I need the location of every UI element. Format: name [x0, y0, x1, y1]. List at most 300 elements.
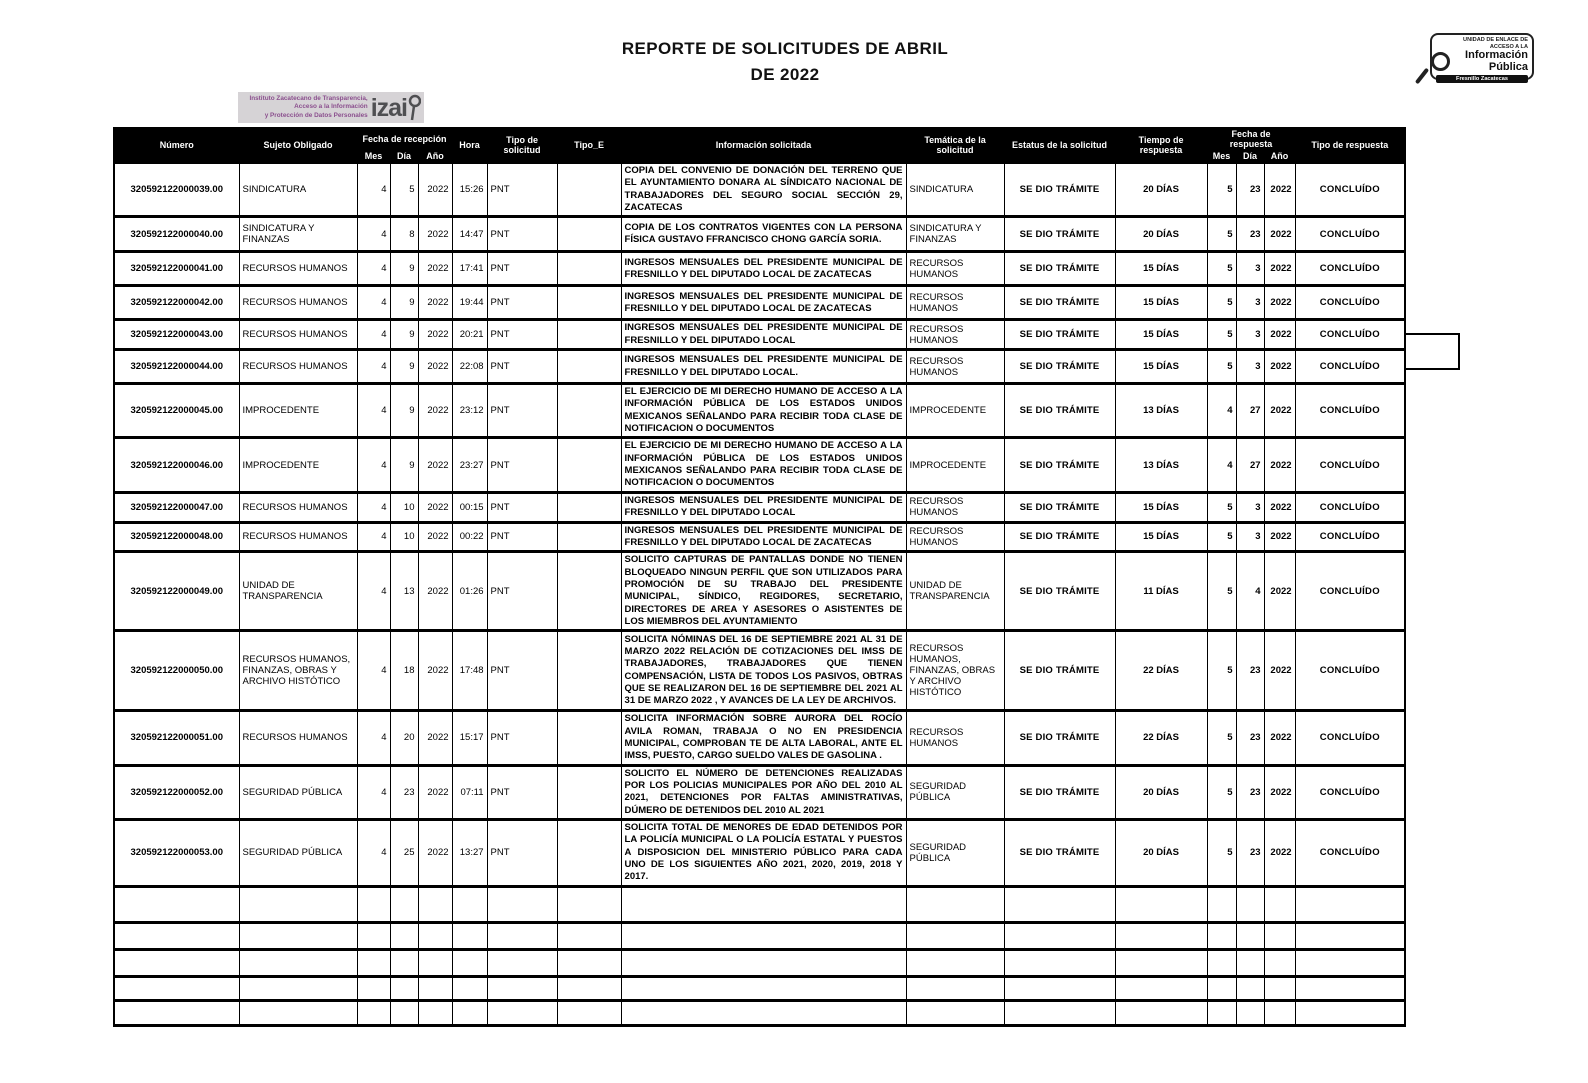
col-header-tipo-e: Tipo_E — [557, 128, 621, 163]
cell-tipo_respuesta: CONCLUÍDO — [1295, 286, 1405, 320]
cell-anio: 2022 — [418, 492, 452, 522]
cell-tipo_e — [557, 1000, 621, 1025]
cell-tipo_respuesta — [1295, 1000, 1405, 1025]
cell-sujeto: RECURSOS HUMANOS — [239, 252, 357, 286]
cell-r_mes: 5 — [1207, 492, 1236, 522]
cell-numero — [114, 976, 239, 1000]
col-header-hora: Hora — [452, 128, 487, 163]
cell-hora: 01:26 — [452, 552, 487, 631]
cell-tipo_respuesta: CONCLUÍDO — [1295, 522, 1405, 552]
cell-mes — [357, 886, 390, 922]
cell-tiempo — [1115, 886, 1207, 922]
cell-hora — [452, 886, 487, 922]
cell-dia: 18 — [390, 631, 418, 711]
cell-tiempo: 15 DÍAS — [1115, 252, 1207, 286]
cell-estatus: SE DIO TRÁMITE — [1004, 163, 1115, 217]
cell-numero: 320592122000051.00 — [114, 711, 239, 765]
cell-tematica — [906, 886, 1004, 922]
table-row — [114, 492, 1405, 522]
cell-r_anio: 2022 — [1264, 552, 1295, 631]
cell-r_mes: 5 — [1207, 552, 1236, 631]
cell-sujeto — [239, 949, 357, 976]
cell-r_dia: 23 — [1236, 217, 1264, 252]
cell-r_mes: 5 — [1207, 711, 1236, 765]
cell-sujeto: RECURSOS HUMANOS — [239, 711, 357, 765]
cell-r_dia — [1236, 1000, 1264, 1025]
cell-r_anio: 2022 — [1264, 320, 1295, 350]
cell-numero: 320592122000053.00 — [114, 820, 239, 887]
cell-estatus: SE DIO TRÁMITE — [1004, 631, 1115, 711]
cell-estatus: SE DIO TRÁMITE — [1004, 438, 1115, 492]
cell-tipo_solicitud: PNT — [487, 163, 557, 217]
cell-tematica: RECURSOS HUMANOS — [906, 252, 1004, 286]
cell-estatus: SE DIO TRÁMITE — [1004, 765, 1115, 819]
cell-mes: 4 — [357, 765, 390, 819]
cell-tematica: IMPROCEDENTE — [906, 438, 1004, 492]
izai-brand-text: izai — [370, 93, 407, 122]
cell-informacion: SOLICITO CAPTURAS DE PANTALLAS DONDE NO TIENEN BLOQUEADO NINGUN PERFIL QUE SON UTILIZADOS PARA PROMOCIÓN DE SU TRABAJO DEL PRESIDENTE MUNICIPAL, SÍNDICO, REGIDORES, SECRETARIO, DIRECTORES DE AREA Y ASESORES O ASISTENTES DE LOS MIEMBROS DEL AYUNTAMIENTO — [621, 552, 906, 631]
cell-numero: 320592122000042.00 — [114, 286, 239, 320]
cell-sujeto — [239, 1000, 357, 1025]
cell-tipo_e — [557, 976, 621, 1000]
cell-estatus — [1004, 1000, 1115, 1025]
cell-numero: 320592122000047.00 — [114, 492, 239, 522]
cell-mes: 4 — [357, 438, 390, 492]
col-header-fecha-recepcion: Fecha de recepción — [357, 128, 452, 150]
cell-tipo_solicitud — [487, 886, 557, 922]
cell-tematica — [906, 922, 1004, 949]
cell-tematica: RECURSOS HUMANOS — [906, 711, 1004, 765]
cell-r_mes: 4 — [1207, 438, 1236, 492]
izai-org-text — [249, 95, 367, 120]
cell-r_mes: 5 — [1207, 252, 1236, 286]
cell-anio: 2022 — [418, 765, 452, 819]
cell-r_dia: 23 — [1236, 631, 1264, 711]
cell-hora: 17:41 — [452, 252, 487, 286]
cell-tipo_solicitud — [487, 1000, 557, 1025]
cell-tematica: RECURSOS HUMANOS — [906, 286, 1004, 320]
table-row — [114, 217, 1405, 252]
cell-hora: 00:15 — [452, 492, 487, 522]
cell-tipo_respuesta: CONCLUÍDO — [1295, 438, 1405, 492]
cell-dia: 9 — [390, 350, 418, 384]
cell-sujeto: RECURSOS HUMANOS — [239, 320, 357, 350]
cell-r_dia — [1236, 949, 1264, 976]
cell-anio: 2022 — [418, 163, 452, 217]
cell-dia — [390, 922, 418, 949]
cell-r_mes: 5 — [1207, 631, 1236, 711]
cell-tematica: IMPROCEDENTE — [906, 384, 1004, 438]
cell-informacion: SOLICITO EL NÚMERO DE DETENCIONES REALIZADAS POR LOS POLICIAS MUNICIPALES POR AÑO DEL 2010 AL 2021, DETENCIONES POR FALTAS AMINISTRATIVAS, DÚMERO DE DETENIDOS DEL 2010 AL 2021 — [621, 765, 906, 819]
cell-anio — [418, 1000, 452, 1025]
cell-dia: 8 — [390, 217, 418, 252]
cell-tipo_respuesta: CONCLUÍDO — [1295, 711, 1405, 765]
unidad-logo-line1: UNIDAD DE ENLACE DE — [1463, 37, 1528, 43]
cell-informacion: INGRESOS MENSUALES DEL PRESIDENTE MUNICIPAL DE FRESNILLO Y DEL DIPUTADO LOCAL DE ZACATECAS — [621, 252, 906, 286]
cell-sujeto: RECURSOS HUMANOS — [239, 350, 357, 384]
cell-tiempo: 15 DÍAS — [1115, 492, 1207, 522]
cell-tipo_e — [557, 631, 621, 711]
cell-tipo_respuesta: CONCLUÍDO — [1295, 384, 1405, 438]
cell-mes: 4 — [357, 820, 390, 887]
col-header-tipo-respuesta: Tipo de respuesta — [1295, 128, 1405, 163]
cell-informacion: INGRESOS MENSUALES DEL PRESIDENTE MUNICIPAL DE FRESNILLO Y DEL DIPUTADO LOCAL — [621, 492, 906, 522]
cell-r_anio: 2022 — [1264, 384, 1295, 438]
cell-r_mes: 5 — [1207, 320, 1236, 350]
table-row — [114, 631, 1405, 711]
cell-tiempo: 20 DÍAS — [1115, 765, 1207, 819]
cell-r_dia: 4 — [1236, 552, 1264, 631]
cell-sujeto: SINDICATURA Y FINANZAS — [239, 217, 357, 252]
cell-sujeto — [239, 976, 357, 1000]
cell-anio: 2022 — [418, 320, 452, 350]
cell-numero: 320592122000041.00 — [114, 252, 239, 286]
cell-tiempo: 22 DÍAS — [1115, 711, 1207, 765]
cell-hora — [452, 949, 487, 976]
cell-tipo_solicitud: PNT — [487, 552, 557, 631]
cell-tematica — [906, 976, 1004, 1000]
cell-r_anio: 2022 — [1264, 252, 1295, 286]
cell-tipo_respuesta: CONCLUÍDO — [1295, 631, 1405, 711]
cell-r_dia: 27 — [1236, 384, 1264, 438]
cell-sujeto: SEGURIDAD PÚBLICA — [239, 820, 357, 887]
cell-tipo_respuesta: CONCLUÍDO — [1295, 765, 1405, 819]
table-row — [114, 522, 1405, 552]
empty-table-row — [114, 949, 1405, 976]
empty-table-row — [114, 1000, 1405, 1025]
col-header-fecha-respuesta: Fecha de respuesta — [1207, 128, 1295, 150]
cell-anio: 2022 — [418, 217, 452, 252]
cell-r_anio: 2022 — [1264, 522, 1295, 552]
table-row — [114, 552, 1405, 631]
cell-dia: 9 — [390, 286, 418, 320]
cell-tipo_solicitud: PNT — [487, 438, 557, 492]
cell-r_mes: 5 — [1207, 765, 1236, 819]
cell-anio: 2022 — [418, 438, 452, 492]
cell-numero — [114, 922, 239, 949]
cell-tipo_e — [557, 252, 621, 286]
cell-hora — [452, 1000, 487, 1025]
cell-anio — [418, 976, 452, 1000]
cell-tiempo: 11 DÍAS — [1115, 552, 1207, 631]
cell-tipo_respuesta: CONCLUÍDO — [1295, 163, 1405, 217]
table-row — [114, 320, 1405, 350]
cell-estatus — [1004, 922, 1115, 949]
cell-estatus: SE DIO TRÁMITE — [1004, 492, 1115, 522]
cell-tipo_respuesta: CONCLUÍDO — [1295, 217, 1405, 252]
cell-numero: 320592122000044.00 — [114, 350, 239, 384]
cell-r_dia: 3 — [1236, 320, 1264, 350]
cell-tipo_solicitud: PNT — [487, 320, 557, 350]
col-header-sujeto: Sujeto Obligado — [239, 128, 357, 163]
empty-table-row — [114, 922, 1405, 949]
cell-anio: 2022 — [418, 252, 452, 286]
cell-numero: 320592122000050.00 — [114, 631, 239, 711]
cell-tipo_respuesta — [1295, 922, 1405, 949]
cell-mes: 4 — [357, 522, 390, 552]
cell-mes: 4 — [357, 350, 390, 384]
cell-r_dia: 3 — [1236, 252, 1264, 286]
cell-mes: 4 — [357, 286, 390, 320]
col-header-estatus: Estatus de la solicitud — [1004, 128, 1115, 163]
cell-hora — [452, 976, 487, 1000]
cell-tiempo: 20 DÍAS — [1115, 163, 1207, 217]
cell-tipo_respuesta: CONCLUÍDO — [1295, 820, 1405, 887]
cell-tematica — [906, 949, 1004, 976]
cell-tiempo — [1115, 922, 1207, 949]
cell-tipo_e — [557, 163, 621, 217]
empty-table-row — [114, 976, 1405, 1000]
cell-r_mes: 5 — [1207, 163, 1236, 217]
cell-hora: 23:12 — [452, 384, 487, 438]
cell-r_mes: 5 — [1207, 350, 1236, 384]
cell-dia: 25 — [390, 820, 418, 887]
cell-r_anio — [1264, 976, 1295, 1000]
cell-sujeto: UNIDAD DE TRANSPARENCIA — [239, 552, 357, 631]
cell-tematica: SEGURIDAD PÚBLICA — [906, 765, 1004, 819]
cell-r_dia: 23 — [1236, 820, 1264, 887]
cell-anio: 2022 — [418, 631, 452, 711]
cell-tipo_solicitud: PNT — [487, 522, 557, 552]
cell-r_dia — [1236, 922, 1264, 949]
cell-estatus: SE DIO TRÁMITE — [1004, 711, 1115, 765]
unidad-logo-line2: ACCESO A LA — [1489, 43, 1528, 50]
cell-hora: 23:27 — [452, 438, 487, 492]
cell-hora: 22:08 — [452, 350, 487, 384]
table-row — [114, 820, 1405, 887]
stray-empty-cell — [1404, 333, 1460, 370]
cell-r_anio: 2022 — [1264, 711, 1295, 765]
cell-tipo_respuesta: CONCLUÍDO — [1295, 492, 1405, 522]
cell-dia — [390, 976, 418, 1000]
cell-numero: 320592122000039.00 — [114, 163, 239, 217]
cell-informacion — [621, 1000, 906, 1025]
cell-sujeto — [239, 886, 357, 922]
cell-estatus: SE DIO TRÁMITE — [1004, 522, 1115, 552]
cell-dia: 9 — [390, 384, 418, 438]
cell-r_anio: 2022 — [1264, 492, 1295, 522]
cell-tipo_e — [557, 922, 621, 949]
cell-r_dia — [1236, 976, 1264, 1000]
cell-tematica: RECURSOS HUMANOS — [906, 522, 1004, 552]
table-row — [114, 350, 1405, 384]
cell-r_dia: 23 — [1236, 163, 1264, 217]
cell-tematica — [906, 1000, 1004, 1025]
cell-sujeto: SINDICATURA — [239, 163, 357, 217]
cell-numero: 320592122000046.00 — [114, 438, 239, 492]
cell-mes: 4 — [357, 552, 390, 631]
cell-tiempo — [1115, 1000, 1207, 1025]
cell-estatus — [1004, 976, 1115, 1000]
cell-r_anio — [1264, 1000, 1295, 1025]
cell-hora: 15:17 — [452, 711, 487, 765]
table-row — [114, 286, 1405, 320]
cell-tipo_solicitud: PNT — [487, 286, 557, 320]
cell-mes: 4 — [357, 163, 390, 217]
cell-tiempo: 13 DÍAS — [1115, 438, 1207, 492]
cell-informacion: COPIA DE LOS CONTRATOS VIGENTES CON LA PERSONA FÍSICA GUSTAVO FFRANCISCO CHONG GARCÍA SORIA. — [621, 217, 906, 252]
cell-tipo_e — [557, 217, 621, 252]
cell-numero: 320592122000045.00 — [114, 384, 239, 438]
col-header-resp-mes: Mes — [1207, 150, 1236, 163]
unidad-logo-line4: Pública — [1488, 60, 1528, 73]
table-row — [114, 384, 1405, 438]
cell-sujeto: IMPROCEDENTE — [239, 384, 357, 438]
cell-mes: 4 — [357, 217, 390, 252]
cell-anio: 2022 — [418, 350, 452, 384]
cell-r_anio: 2022 — [1264, 163, 1295, 217]
col-header-dia: Día — [390, 150, 418, 163]
cell-numero: 320592122000052.00 — [114, 765, 239, 819]
cell-mes: 4 — [357, 252, 390, 286]
cell-tipo_e — [557, 320, 621, 350]
cell-anio: 2022 — [418, 552, 452, 631]
cell-hora: 13:27 — [452, 820, 487, 887]
cell-tipo_solicitud — [487, 976, 557, 1000]
cell-tipo_e — [557, 438, 621, 492]
cell-r_anio: 2022 — [1264, 438, 1295, 492]
magnifier-icon — [1431, 52, 1450, 71]
cell-tipo_respuesta: CONCLUÍDO — [1295, 552, 1405, 631]
cell-tipo_solicitud: PNT — [487, 765, 557, 819]
cell-anio — [418, 886, 452, 922]
cell-tipo_respuesta: CONCLUÍDO — [1295, 350, 1405, 384]
cell-estatus: SE DIO TRÁMITE — [1004, 320, 1115, 350]
cell-sujeto: RECURSOS HUMANOS — [239, 286, 357, 320]
cell-tipo_respuesta: CONCLUÍDO — [1295, 320, 1405, 350]
cell-numero: 320592122000049.00 — [114, 552, 239, 631]
cell-tematica: UNIDAD DE TRANSPARENCIA — [906, 552, 1004, 631]
cell-tipo_solicitud: PNT — [487, 820, 557, 887]
col-header-anio: Año — [418, 150, 452, 163]
cell-tipo_e — [557, 286, 621, 320]
cell-dia: 10 — [390, 492, 418, 522]
cell-estatus: SE DIO TRÁMITE — [1004, 820, 1115, 887]
cell-tipo_solicitud: PNT — [487, 350, 557, 384]
cell-dia: 20 — [390, 711, 418, 765]
table-body — [114, 163, 1405, 1026]
cell-anio — [418, 922, 452, 949]
cell-dia: 5 — [390, 163, 418, 217]
table-row — [114, 711, 1405, 765]
cell-r_dia: 3 — [1236, 492, 1264, 522]
col-header-resp-anio: Año — [1264, 150, 1295, 163]
col-header-informacion: Información solicitada — [621, 128, 906, 163]
table-header — [114, 128, 1405, 163]
cell-dia: 9 — [390, 252, 418, 286]
cell-anio: 2022 — [418, 711, 452, 765]
cell-tiempo: 15 DÍAS — [1115, 522, 1207, 552]
cell-informacion: SOLICITA INFORMACIÓN SOBRE AURORA DEL ROCÍO AVILA ROMAN, TRABAJA O NO EN PRESIDENCIA MUNICIPAL, COMPROBAN TE DE ALTA LABORAL, ANTE EL IMSS, PUESTO, CARGO SUELDO VALES DE GASOLINA . — [621, 711, 906, 765]
cell-tiempo: 15 DÍAS — [1115, 350, 1207, 384]
cell-estatus: SE DIO TRÁMITE — [1004, 286, 1115, 320]
cell-numero — [114, 886, 239, 922]
cell-r_anio: 2022 — [1264, 286, 1295, 320]
cell-estatus: SE DIO TRÁMITE — [1004, 384, 1115, 438]
cell-r_dia: 23 — [1236, 765, 1264, 819]
cell-tiempo: 13 DÍAS — [1115, 384, 1207, 438]
cell-r_anio — [1264, 886, 1295, 922]
cell-dia — [390, 886, 418, 922]
cell-estatus: SE DIO TRÁMITE — [1004, 552, 1115, 631]
cell-tiempo: 20 DÍAS — [1115, 820, 1207, 887]
izai-logo — [238, 92, 424, 123]
cell-anio: 2022 — [418, 384, 452, 438]
cell-informacion — [621, 886, 906, 922]
cell-tipo_respuesta — [1295, 949, 1405, 976]
cell-r_mes: 5 — [1207, 820, 1236, 887]
cell-mes: 4 — [357, 631, 390, 711]
cell-numero — [114, 1000, 239, 1025]
cell-tipo_e — [557, 765, 621, 819]
cell-tipo_solicitud — [487, 949, 557, 976]
cell-informacion — [621, 949, 906, 976]
solicitudes-table — [113, 127, 1406, 1027]
cell-tematica: SINDICATURA — [906, 163, 1004, 217]
cell-anio: 2022 — [418, 820, 452, 887]
table-row — [114, 252, 1405, 286]
col-header-resp-dia: Día — [1236, 150, 1264, 163]
table-row — [114, 163, 1405, 217]
cell-dia: 10 — [390, 522, 418, 552]
cell-informacion: EL EJERCICIO DE MI DERECHO HUMANO DE ACCESO A LA INFORMACIÓN PÚBLICA DE LOS ESTADOS UNIDOS MEXICANOS SEÑALANDO PARA RECIBIR TODA CLASE DE NOTIFICACION O DOCUMENTOS — [621, 384, 906, 438]
cell-tipo_e — [557, 384, 621, 438]
izai-org-line1: Instituto Zacatecano de Transparencia, — [249, 95, 368, 102]
cell-estatus — [1004, 886, 1115, 922]
cell-tipo_e — [557, 886, 621, 922]
cell-mes — [357, 976, 390, 1000]
cell-informacion: INGRESOS MENSUALES DEL PRESIDENTE MUNICIPAL DE FRESNILLO Y DEL DIPUTADO LOCAL DE ZACATECAS — [621, 286, 906, 320]
cell-r_anio — [1264, 949, 1295, 976]
cell-r_anio — [1264, 922, 1295, 949]
cell-tipo_e — [557, 350, 621, 384]
cell-anio: 2022 — [418, 522, 452, 552]
cell-mes: 4 — [357, 384, 390, 438]
table-row — [114, 438, 1405, 492]
cell-hora: 19:44 — [452, 286, 487, 320]
cell-r_dia: 3 — [1236, 286, 1264, 320]
col-header-mes: Mes — [357, 150, 390, 163]
cell-tipo_e — [557, 711, 621, 765]
cell-dia: 9 — [390, 320, 418, 350]
cell-informacion: INGRESOS MENSUALES DEL PRESIDENTE MUNICIPAL DE FRESNILLO Y DEL DIPUTADO LOCAL — [621, 320, 906, 350]
cell-tiempo: 22 DÍAS — [1115, 631, 1207, 711]
cell-informacion — [621, 976, 906, 1000]
cell-estatus: SE DIO TRÁMITE — [1004, 252, 1115, 286]
cell-r_mes — [1207, 922, 1236, 949]
unidad-enlace-logo — [1430, 33, 1534, 80]
cell-tipo_solicitud: PNT — [487, 492, 557, 522]
cell-sujeto: RECURSOS HUMANOS, FINANZAS, OBRAS Y ARCHIVO HISTÓTICO — [239, 631, 357, 711]
cell-tipo_solicitud: PNT — [487, 217, 557, 252]
cell-dia — [390, 949, 418, 976]
cell-tipo_e — [557, 522, 621, 552]
cell-r_mes: 5 — [1207, 522, 1236, 552]
col-header-tipo-solicitud: Tipo de solicitud — [487, 128, 557, 163]
cell-tematica: RECURSOS HUMANOS — [906, 492, 1004, 522]
cell-r_anio: 2022 — [1264, 350, 1295, 384]
cell-mes: 4 — [357, 711, 390, 765]
cell-r_dia: 3 — [1236, 522, 1264, 552]
cell-mes — [357, 1000, 390, 1025]
cell-informacion: INGRESOS MENSUALES DEL PRESIDENTE MUNICIPAL DE FRESNILLO Y DEL DIPUTADO LOCAL DE ZACATECAS — [621, 522, 906, 552]
col-header-tiempo: Tiempo de respuesta — [1115, 128, 1207, 163]
cell-informacion: EL EJERCICIO DE MI DERECHO HUMANO DE ACCESO A LA INFORMACIÓN PÚBLICA DE LOS ESTADOS UNIDOS MEXICANOS SEÑALANDO PARA RECIBIR TODA CLASE DE NOTIFICACION O DOCUMENTOS — [621, 438, 906, 492]
cell-dia: 13 — [390, 552, 418, 631]
cell-tiempo: 20 DÍAS — [1115, 217, 1207, 252]
izai-org-line2: Acceso a la Información — [294, 103, 368, 111]
cell-informacion: INGRESOS MENSUALES DEL PRESIDENTE MUNICIPAL DE FRESNILLO Y DEL DIPUTADO LOCAL. — [621, 350, 906, 384]
